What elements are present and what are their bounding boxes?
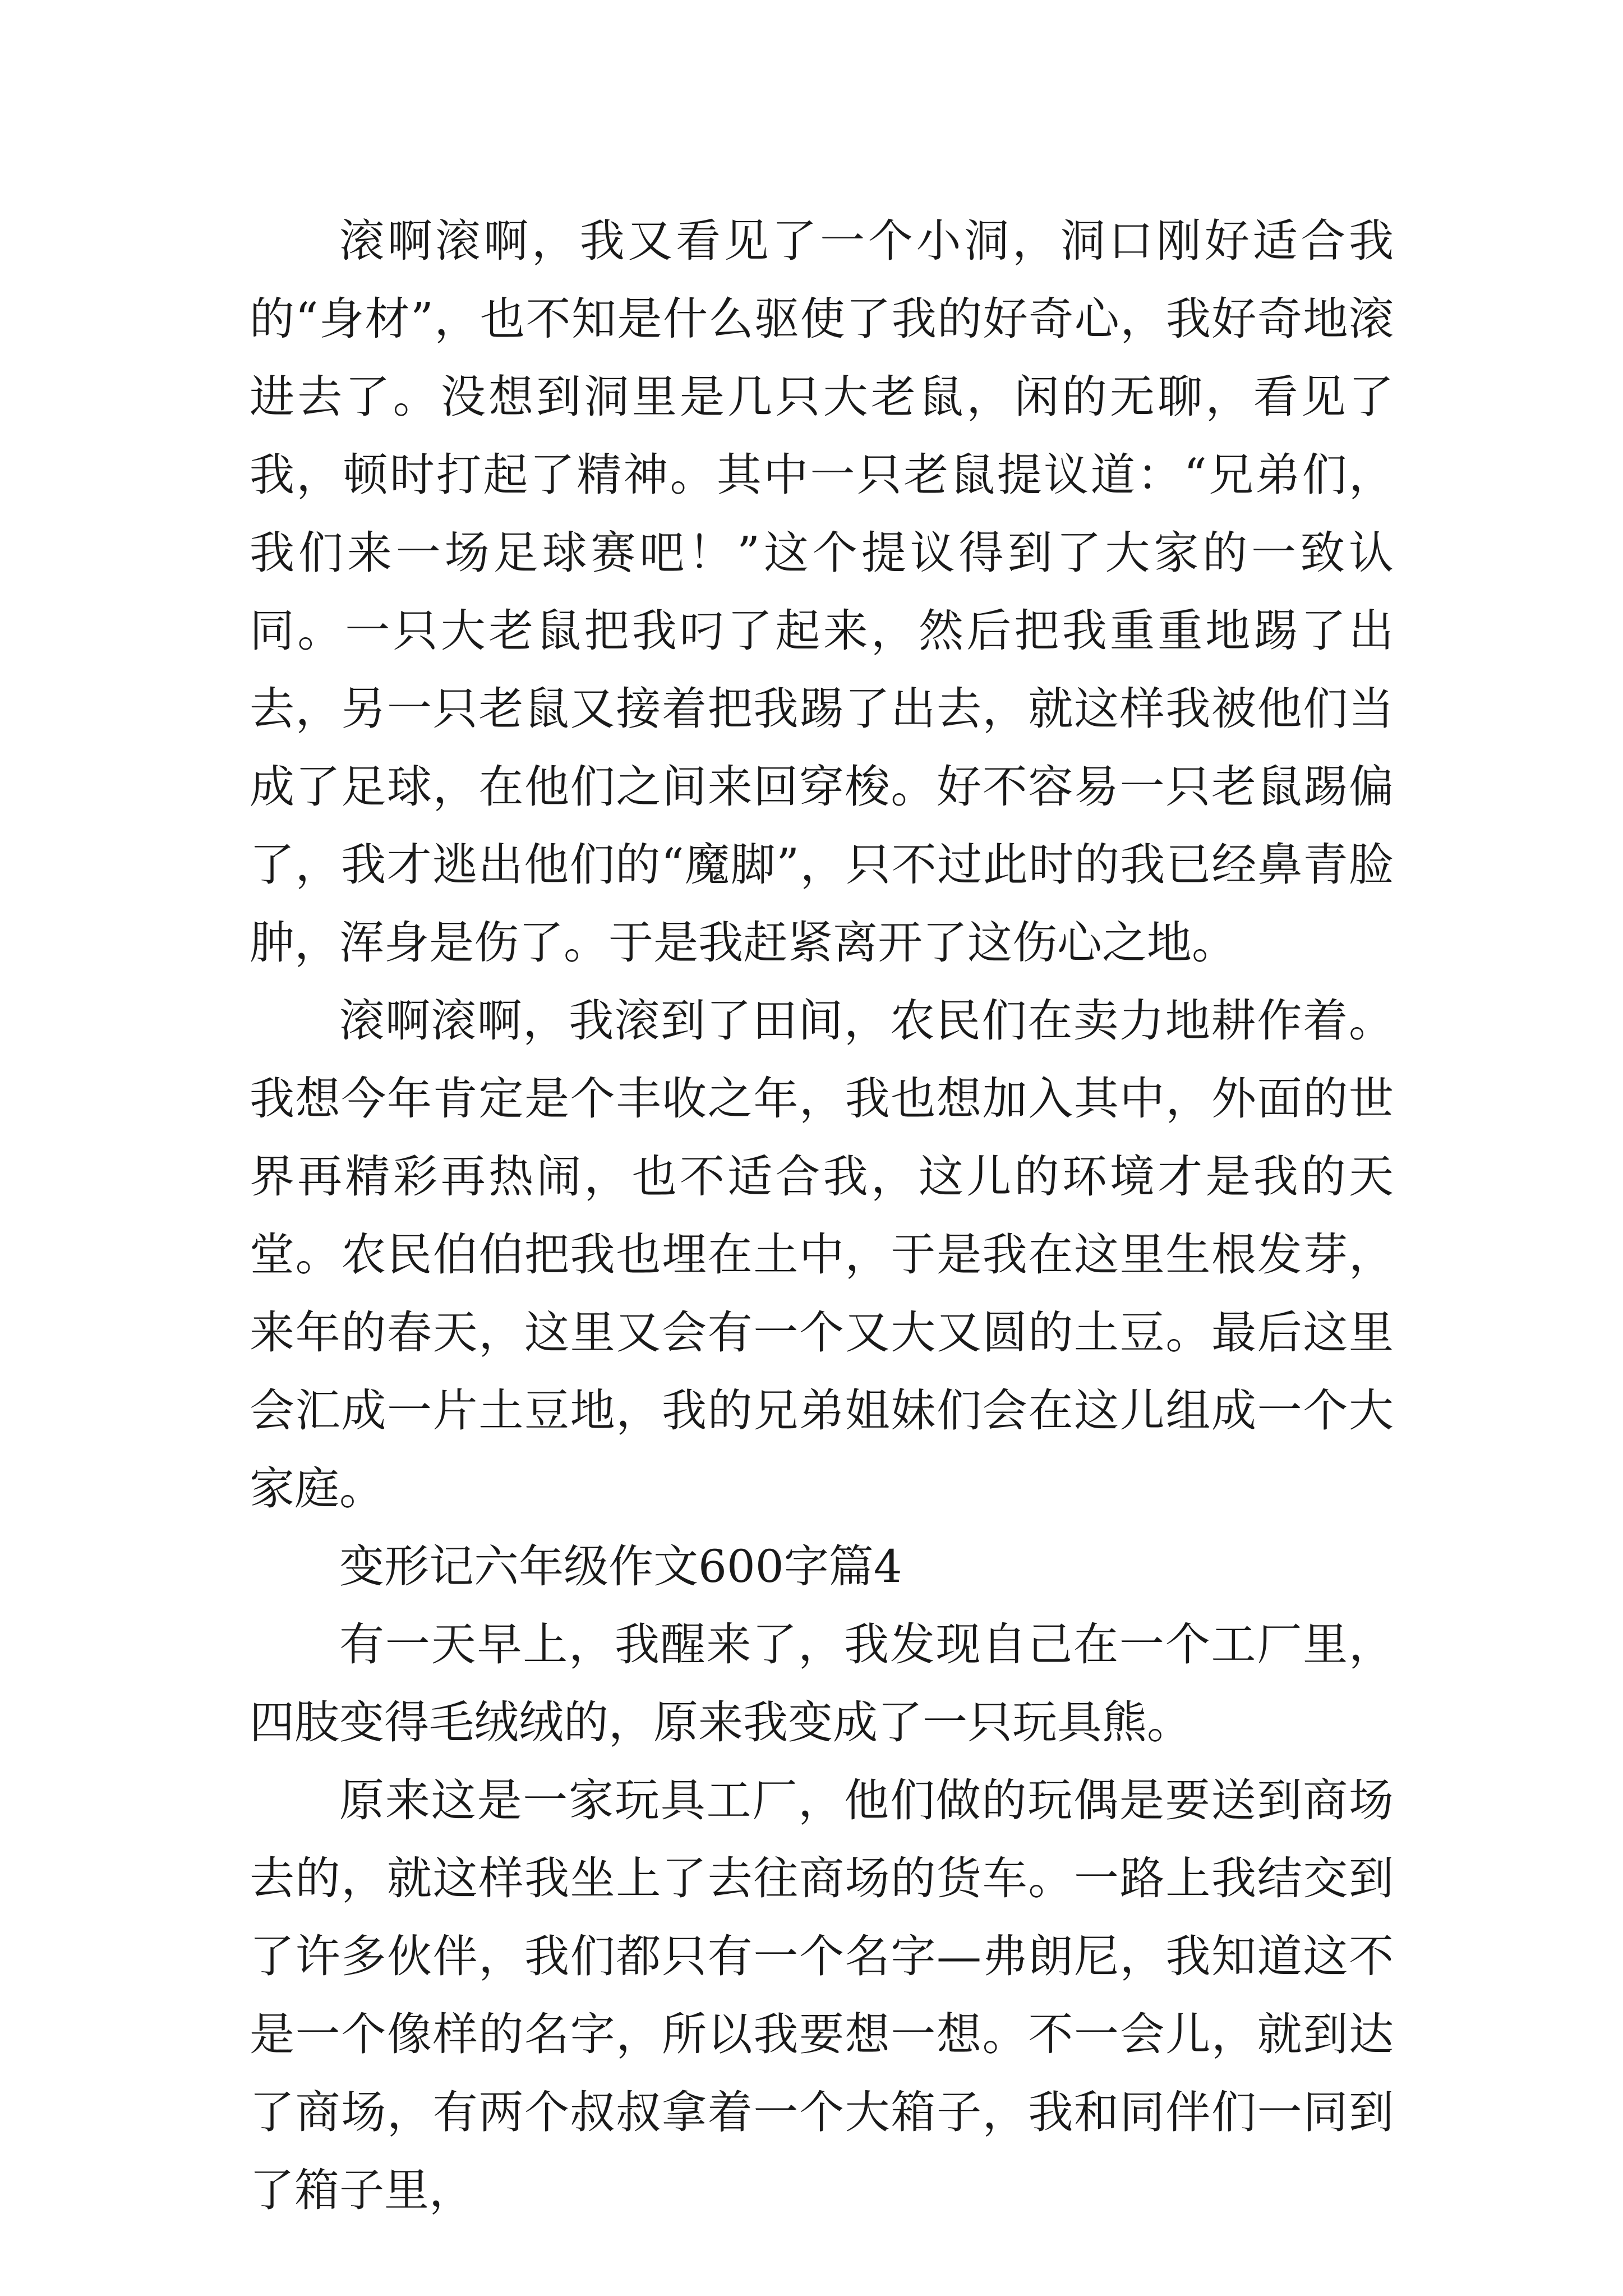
paragraph-mouse-football: 滚啊滚啊，我又看见了一个小洞，洞口刚好适合我的“身材”，也不知是什么驱使了我的好奇心，我好奇地滚进去了。没想到洞里是几只大老鼠，闲的无聊，看见了我，顿时打起了精神。其中一只老鼠提议道：“兄弟们，我们来一场足球赛吧！”这个提议得到了大家的一致认同。一只大老鼠把我叼了起来，然后把我重重地踢了出去，另一只老鼠又接着把我踢了出去，就这样我被他们当成了足球，在他们之间来回穿梭。好不容易一只老鼠踢偏了，我才逃出他们的“魔脚”，只不过此时的我已经鼻青脸肿，浑身是伤了。于是我赶紧离开了这伤心之地。 [250,215,1394,969]
paragraph-toy-bear: 有一天早上，我醒来了，我发现自己在一个工厂里，四肢变得毛绒绒的，原来我变成了一只玩具熊。 [250,1618,1394,1749]
paragraph-toy-factory: 原来这是一家玩具工厂，他们做的玩偶是要送到商场去的，就这样我坐上了去往商场的货车。一路上我结交到了许多伙伴，我们都只有一个名字—弗朗尼，我知道这不是一个像样的名字，所以我要想一想。不一会儿，就到达了商场，有两个叔叔拿着一个大箱子，我和同伴们一同到了箱子里， [250,1774,1394,2216]
section-heading: 变形记六年级作文600字篇4 [339,1540,902,1593]
document-body [250,202,1394,2229]
paragraph-farm-field: 滚啊滚啊，我滚到了田间，农民们在卖力地耕作着。我想今年肯定是个丰收之年，我也想加入其中，外面的世界再精彩再热闹，也不适合我，这儿的环境才是我的天堂。农民伯伯把我也埋在土中，于是我在这里生根发芽，来年的春天，这里又会有一个又大又圆的土豆。最后这里会汇成一片土豆地，我的兄弟姐妹们会在这儿组成一个大家庭。 [250,995,1394,1515]
